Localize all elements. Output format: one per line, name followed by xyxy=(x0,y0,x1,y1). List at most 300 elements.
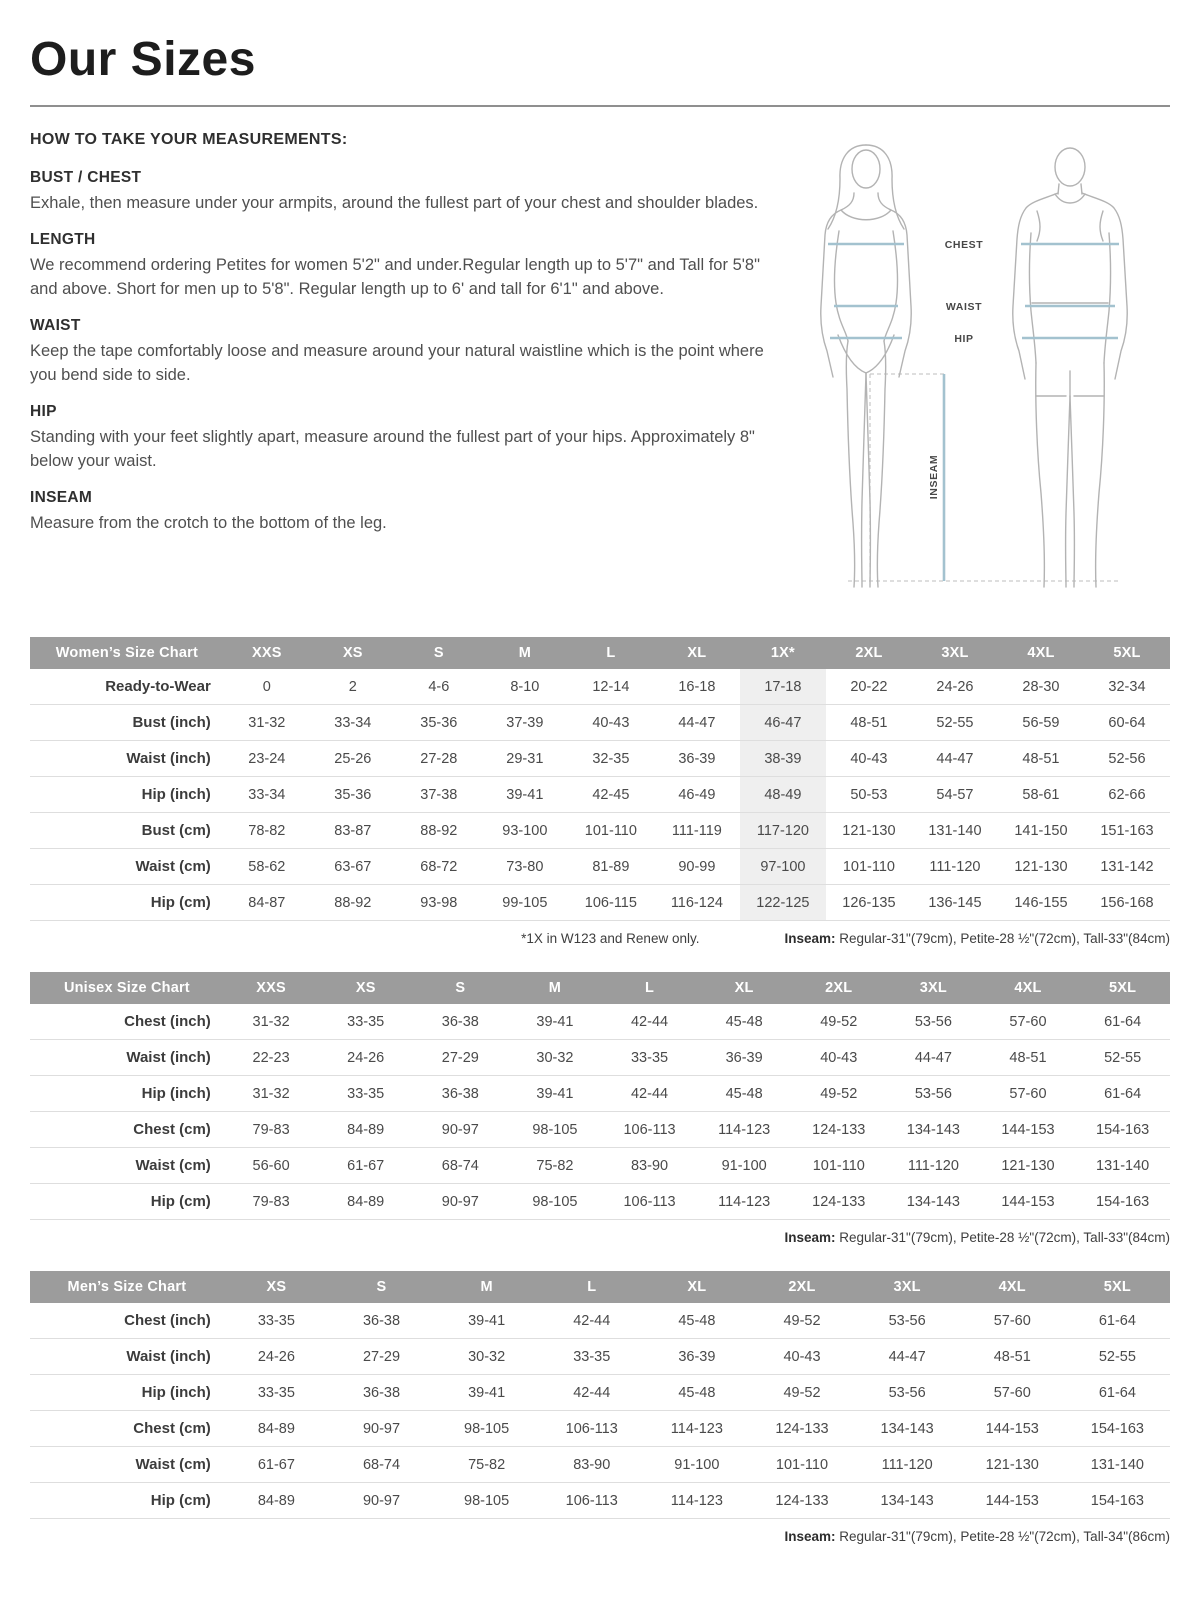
size-cell: 98-105 xyxy=(434,1483,539,1519)
section-title: HIP xyxy=(30,403,57,421)
size-cell: 39-41 xyxy=(434,1303,539,1339)
size-cell: 33-35 xyxy=(224,1375,329,1411)
size-cell: 48-51 xyxy=(960,1339,1065,1375)
row-label: Hip (cm) xyxy=(30,885,224,921)
size-cell: 8-10 xyxy=(482,669,568,705)
size-cell: 111-119 xyxy=(654,813,740,849)
size-cell: 36-38 xyxy=(413,1076,508,1112)
size-cell: 49-52 xyxy=(749,1303,854,1339)
column-header-4xl: 4XL xyxy=(998,637,1084,669)
table-row-waist-inch xyxy=(30,1339,1170,1375)
mens-chart-title: Men’s Size Chart xyxy=(30,1271,224,1303)
size-cell: 84-87 xyxy=(224,885,310,921)
column-header-xs: XS xyxy=(224,1271,329,1303)
size-cell: 58-62 xyxy=(224,849,310,885)
table-row-waist-cm xyxy=(30,1447,1170,1483)
table-row-waist-cm xyxy=(30,849,1170,885)
size-cell: 36-39 xyxy=(697,1040,792,1076)
size-cell: 33-34 xyxy=(224,777,310,813)
row-label: Bust (inch) xyxy=(30,705,224,741)
size-cell: 101-110 xyxy=(749,1447,854,1483)
section-title: INSEAM xyxy=(30,488,93,506)
size-cell: 75-82 xyxy=(434,1447,539,1483)
column-header-s: S xyxy=(329,1271,434,1303)
size-cell: 53-56 xyxy=(886,1004,981,1040)
column-header-2xl: 2XL xyxy=(791,972,886,1004)
size-cell: 33-35 xyxy=(602,1040,697,1076)
header-row xyxy=(30,972,1170,1004)
page-title: Our Sizes xyxy=(30,33,256,86)
table-row-bust-cm xyxy=(30,813,1170,849)
column-header-1x: 1X* xyxy=(740,637,826,669)
size-cell: 73-80 xyxy=(482,849,568,885)
size-cell: 54-57 xyxy=(912,777,998,813)
table-row-waist-cm xyxy=(30,1148,1170,1184)
size-cell: 44-47 xyxy=(912,741,998,777)
womens-size-table xyxy=(30,637,1170,921)
size-cell: 131-140 xyxy=(1065,1447,1170,1483)
table-row-waist-inch xyxy=(30,741,1170,777)
size-cell: 20-22 xyxy=(826,669,912,705)
size-cell: 114-123 xyxy=(644,1483,749,1519)
column-header-xxs: XXS xyxy=(224,972,319,1004)
column-header-m: M xyxy=(434,1271,539,1303)
column-header-5xl: 5XL xyxy=(1084,637,1170,669)
inseam-label: INSEAM xyxy=(928,454,940,500)
size-cell: 63-67 xyxy=(310,849,396,885)
size-cell: 27-29 xyxy=(413,1040,508,1076)
chest-label: CHEST xyxy=(944,239,984,251)
size-cell: 78-82 xyxy=(224,813,310,849)
size-cell: 84-89 xyxy=(224,1483,329,1519)
hip-label: HIP xyxy=(954,333,974,345)
size-cell: 33-35 xyxy=(318,1004,413,1040)
womens-size-chart xyxy=(30,637,1170,946)
column-header-3xl: 3XL xyxy=(855,1271,960,1303)
size-cell: 131-140 xyxy=(1075,1148,1170,1184)
size-cell: 44-47 xyxy=(654,705,740,741)
size-cell: 126-135 xyxy=(826,885,912,921)
size-cell: 52-55 xyxy=(912,705,998,741)
size-cell: 156-168 xyxy=(1084,885,1170,921)
inseam-guide-lines xyxy=(848,374,1118,581)
size-cell: 121-130 xyxy=(998,849,1084,885)
section-title: BUST / CHEST xyxy=(30,169,142,186)
row-label: Bust (cm) xyxy=(30,813,224,849)
column-header-xs: XS xyxy=(318,972,413,1004)
size-cell: 98-105 xyxy=(508,1184,603,1220)
column-header-xl: XL xyxy=(644,1271,749,1303)
size-cell: 134-143 xyxy=(886,1112,981,1148)
size-cell: 35-36 xyxy=(396,705,482,741)
row-label: Ready-to-Wear xyxy=(30,669,224,705)
size-cell: 33-35 xyxy=(318,1076,413,1112)
size-cell: 93-98 xyxy=(396,885,482,921)
size-cell: 124-133 xyxy=(791,1184,886,1220)
column-header-2xl: 2XL xyxy=(826,637,912,669)
size-cell: 68-74 xyxy=(413,1148,508,1184)
size-cell: 124-133 xyxy=(791,1112,886,1148)
size-cell: 53-56 xyxy=(855,1375,960,1411)
size-cell: 48-51 xyxy=(826,705,912,741)
size-cell: 151-163 xyxy=(1084,813,1170,849)
size-cell: 32-34 xyxy=(1084,669,1170,705)
size-cell: 52-55 xyxy=(1065,1339,1170,1375)
mens-size-table xyxy=(30,1271,1170,1519)
footnote-1x: *1X in W123 and Renew only. xyxy=(521,931,700,946)
section-hip xyxy=(30,403,764,473)
size-cell: 117-120 xyxy=(740,813,826,849)
section-title: WAIST xyxy=(30,317,81,335)
size-cell: 101-110 xyxy=(568,813,654,849)
measurement-diagram xyxy=(778,131,1170,611)
table-row-chest-inch xyxy=(30,1004,1170,1040)
size-cell: 121-130 xyxy=(981,1148,1076,1184)
size-cell: 42-45 xyxy=(568,777,654,813)
size-cell: 61-64 xyxy=(1075,1076,1170,1112)
size-cell: 32-35 xyxy=(568,741,654,777)
size-cell: 56-60 xyxy=(224,1148,319,1184)
size-cell: 42-44 xyxy=(539,1303,644,1339)
size-cell: 106-113 xyxy=(602,1184,697,1220)
size-cell: 0 xyxy=(224,669,310,705)
size-cell: 90-97 xyxy=(329,1411,434,1447)
size-cell: 91-100 xyxy=(644,1447,749,1483)
row-label: Chest (cm) xyxy=(30,1112,224,1148)
column-header-3xl: 3XL xyxy=(886,972,981,1004)
size-cell: 124-133 xyxy=(749,1483,854,1519)
size-cell: 40-43 xyxy=(791,1040,886,1076)
womens-footnotes xyxy=(30,931,1170,946)
measurement-guide-row xyxy=(30,131,1170,611)
size-cell: 40-43 xyxy=(749,1339,854,1375)
size-cell: 31-32 xyxy=(224,1076,319,1112)
size-cell: 75-82 xyxy=(508,1148,603,1184)
size-cell: 35-36 xyxy=(310,777,396,813)
section-body: We recommend ordering Petites for women 5'2" and under.Regular length up to 5'7" and Tall for 5'8" and above. Short for men up to 5'8". Regular length up to 6' and tall for 6'1" and above. xyxy=(30,256,760,298)
column-header-l: L xyxy=(568,637,654,669)
size-cell: 45-48 xyxy=(644,1375,749,1411)
unisex-size-chart xyxy=(30,972,1170,1245)
size-cell: 136-145 xyxy=(912,885,998,921)
inseam-footnote-label: Inseam: xyxy=(784,1230,836,1245)
size-cell: 83-90 xyxy=(602,1148,697,1184)
section-inseam xyxy=(30,489,764,535)
size-cell: 84-89 xyxy=(318,1184,413,1220)
size-cell: 114-123 xyxy=(697,1184,792,1220)
size-cell: 16-18 xyxy=(654,669,740,705)
column-header-l: L xyxy=(539,1271,644,1303)
table-row-hip-cm xyxy=(30,885,1170,921)
row-label: Chest (inch) xyxy=(30,1004,224,1040)
size-cell: 31-32 xyxy=(224,1004,319,1040)
size-cell: 101-110 xyxy=(791,1148,886,1184)
table-row-chest-inch xyxy=(30,1303,1170,1339)
column-header-3xl: 3XL xyxy=(912,637,998,669)
size-cell: 57-60 xyxy=(960,1303,1065,1339)
measurement-instructions xyxy=(30,131,764,551)
column-header-4xl: 4XL xyxy=(960,1271,1065,1303)
size-cell: 81-89 xyxy=(568,849,654,885)
unisex-size-table xyxy=(30,972,1170,1220)
size-cell: 106-113 xyxy=(539,1483,644,1519)
female-figure-outline xyxy=(821,145,912,587)
size-cell: 52-55 xyxy=(1075,1040,1170,1076)
size-cell: 31-32 xyxy=(224,705,310,741)
size-cell: 37-39 xyxy=(482,705,568,741)
section-body: Exhale, then measure under your armpits, around the fullest part of your chest and shoulder blades. xyxy=(30,194,759,212)
size-cell: 144-153 xyxy=(960,1411,1065,1447)
size-cell: 36-38 xyxy=(329,1375,434,1411)
size-cell: 83-87 xyxy=(310,813,396,849)
size-cell: 84-89 xyxy=(224,1411,329,1447)
size-cell: 39-41 xyxy=(508,1004,603,1040)
size-cell: 33-34 xyxy=(310,705,396,741)
size-cell: 146-155 xyxy=(998,885,1084,921)
size-cell: 45-48 xyxy=(644,1303,749,1339)
section-bust-chest xyxy=(30,169,764,215)
size-cell: 131-142 xyxy=(1084,849,1170,885)
size-cell: 58-61 xyxy=(998,777,1084,813)
size-cell: 134-143 xyxy=(855,1483,960,1519)
table-row-hip-inch xyxy=(30,1076,1170,1112)
size-cell: 154-163 xyxy=(1065,1483,1170,1519)
size-cell: 46-47 xyxy=(740,705,826,741)
row-label: Hip (cm) xyxy=(30,1184,224,1220)
size-cell: 99-105 xyxy=(482,885,568,921)
row-label: Hip (inch) xyxy=(30,1375,224,1411)
title-divider xyxy=(30,105,1170,107)
size-cell: 106-115 xyxy=(568,885,654,921)
column-header-l: L xyxy=(602,972,697,1004)
column-header-5xl: 5XL xyxy=(1065,1271,1170,1303)
size-cell: 24-26 xyxy=(912,669,998,705)
size-cell: 37-38 xyxy=(396,777,482,813)
row-label: Waist (inch) xyxy=(30,741,224,777)
column-header-2xl: 2XL xyxy=(749,1271,854,1303)
size-cell: 134-143 xyxy=(855,1411,960,1447)
section-body: Keep the tape comfortably loose and measure around your natural waistline which is the point where you bend side to side. xyxy=(30,342,764,384)
inseam-footnote-label: Inseam: xyxy=(784,1529,836,1544)
size-cell: 68-72 xyxy=(396,849,482,885)
size-cell: 12-14 xyxy=(568,669,654,705)
size-cell: 38-39 xyxy=(740,741,826,777)
column-header-m: M xyxy=(482,637,568,669)
size-cell: 42-44 xyxy=(539,1375,644,1411)
waist-label: WAIST xyxy=(945,301,983,313)
size-cell: 39-41 xyxy=(434,1375,539,1411)
column-header-s: S xyxy=(413,972,508,1004)
size-cell: 90-97 xyxy=(413,1184,508,1220)
row-label: Waist (inch) xyxy=(30,1339,224,1375)
size-cell: 61-64 xyxy=(1065,1303,1170,1339)
size-cell: 39-41 xyxy=(508,1076,603,1112)
size-cell: 57-60 xyxy=(981,1004,1076,1040)
size-cell: 93-100 xyxy=(482,813,568,849)
size-cell: 28-30 xyxy=(998,669,1084,705)
inseam-footnote: Inseam: Regular-31"(79cm), Petite-28 ½"(72cm), Tall-34"(86cm) xyxy=(784,1529,1170,1544)
size-cell: 114-123 xyxy=(644,1411,749,1447)
column-header-xl: XL xyxy=(697,972,792,1004)
size-cell: 154-163 xyxy=(1075,1184,1170,1220)
size-cell: 57-60 xyxy=(981,1076,1076,1112)
mens-footnotes xyxy=(30,1529,1170,1544)
size-cell: 61-67 xyxy=(318,1148,413,1184)
size-cell: 111-120 xyxy=(886,1148,981,1184)
section-waist xyxy=(30,317,764,387)
size-cell: 154-163 xyxy=(1065,1411,1170,1447)
row-label: Waist (inch) xyxy=(30,1040,224,1076)
inseam-footnote-label: Inseam: xyxy=(784,931,836,946)
row-label: Hip (inch) xyxy=(30,1076,224,1112)
size-cell: 90-97 xyxy=(329,1483,434,1519)
size-cell: 56-59 xyxy=(998,705,1084,741)
size-cell: 52-56 xyxy=(1084,741,1170,777)
size-cell: 144-153 xyxy=(960,1483,1065,1519)
size-cell: 36-38 xyxy=(413,1004,508,1040)
size-cell: 4-6 xyxy=(396,669,482,705)
header-row xyxy=(30,637,1170,669)
size-cell: 106-113 xyxy=(602,1112,697,1148)
size-cell: 36-39 xyxy=(644,1339,749,1375)
size-cell: 33-35 xyxy=(539,1339,644,1375)
size-cell: 68-74 xyxy=(329,1447,434,1483)
size-cell: 131-140 xyxy=(912,813,998,849)
size-cell: 124-133 xyxy=(749,1411,854,1447)
size-cell: 48-51 xyxy=(981,1040,1076,1076)
size-cell: 42-44 xyxy=(602,1076,697,1112)
size-cell: 48-51 xyxy=(998,741,1084,777)
column-header-xxs: XXS xyxy=(224,637,310,669)
size-cell: 91-100 xyxy=(697,1148,792,1184)
size-cell: 88-92 xyxy=(310,885,396,921)
size-cell: 101-110 xyxy=(826,849,912,885)
column-header-5xl: 5XL xyxy=(1075,972,1170,1004)
column-header-xs: XS xyxy=(310,637,396,669)
size-cell: 36-38 xyxy=(329,1303,434,1339)
size-cell: 49-52 xyxy=(791,1076,886,1112)
row-label: Chest (cm) xyxy=(30,1411,224,1447)
size-cell: 57-60 xyxy=(960,1375,1065,1411)
column-header-4xl: 4XL xyxy=(981,972,1076,1004)
size-cell: 29-31 xyxy=(482,741,568,777)
size-cell: 50-53 xyxy=(826,777,912,813)
size-cell: 79-83 xyxy=(224,1184,319,1220)
table-row-waist-inch xyxy=(30,1040,1170,1076)
size-cell: 90-99 xyxy=(654,849,740,885)
row-label: Waist (cm) xyxy=(30,1148,224,1184)
size-cell: 114-123 xyxy=(697,1112,792,1148)
size-cell: 45-48 xyxy=(697,1076,792,1112)
table-row-hip-inch xyxy=(30,777,1170,813)
table-row-chest-cm xyxy=(30,1411,1170,1447)
size-cell: 49-52 xyxy=(749,1375,854,1411)
size-cell: 22-23 xyxy=(224,1040,319,1076)
body-figures-illustration xyxy=(778,131,1170,611)
size-cell: 121-130 xyxy=(960,1447,1065,1483)
size-charts xyxy=(30,637,1170,1544)
size-cell: 98-105 xyxy=(434,1411,539,1447)
size-cell: 88-92 xyxy=(396,813,482,849)
size-cell: 122-125 xyxy=(740,885,826,921)
male-figure-outline xyxy=(1013,148,1128,587)
size-cell: 25-26 xyxy=(310,741,396,777)
section-body: Standing with your feet slightly apart, measure around the fullest part of your hips. Approximately 8" below your waist. xyxy=(30,428,755,470)
size-cell: 111-120 xyxy=(855,1447,960,1483)
size-cell: 61-64 xyxy=(1065,1375,1170,1411)
size-cell: 48-49 xyxy=(740,777,826,813)
size-cell: 42-44 xyxy=(602,1004,697,1040)
column-header-s: S xyxy=(396,637,482,669)
size-cell: 45-48 xyxy=(697,1004,792,1040)
size-cell: 61-67 xyxy=(224,1447,329,1483)
size-cell: 27-28 xyxy=(396,741,482,777)
size-cell: 62-66 xyxy=(1084,777,1170,813)
size-cell: 44-47 xyxy=(886,1040,981,1076)
table-row-bust-inch xyxy=(30,705,1170,741)
size-cell: 79-83 xyxy=(224,1112,319,1148)
size-cell: 144-153 xyxy=(981,1184,1076,1220)
size-cell: 116-124 xyxy=(654,885,740,921)
size-cell: 83-90 xyxy=(539,1447,644,1483)
table-row-hip-cm xyxy=(30,1184,1170,1220)
mens-size-chart xyxy=(30,1271,1170,1544)
column-header-xl: XL xyxy=(654,637,740,669)
size-cell: 121-130 xyxy=(826,813,912,849)
size-cell: 39-41 xyxy=(482,777,568,813)
unisex-chart-title: Unisex Size Chart xyxy=(30,972,224,1004)
section-title: LENGTH xyxy=(30,231,96,249)
size-cell: 46-49 xyxy=(654,777,740,813)
section-length xyxy=(30,231,764,301)
row-label: Chest (inch) xyxy=(30,1303,224,1339)
size-cell: 44-47 xyxy=(855,1339,960,1375)
size-cell: 141-150 xyxy=(998,813,1084,849)
size-cell: 24-26 xyxy=(318,1040,413,1076)
row-label: Hip (inch) xyxy=(30,777,224,813)
inseam-footnote: Inseam: Regular-31"(79cm), Petite-28 ½"(72cm), Tall-33"(84cm) xyxy=(784,931,1170,946)
size-cell: 98-105 xyxy=(508,1112,603,1148)
size-cell: 24-26 xyxy=(224,1339,329,1375)
unisex-footnotes xyxy=(30,1230,1170,1245)
inseam-footnote: Inseam: Regular-31"(79cm), Petite-28 ½"(72cm), Tall-33"(84cm) xyxy=(784,1230,1170,1245)
size-cell: 84-89 xyxy=(318,1112,413,1148)
size-cell: 17-18 xyxy=(740,669,826,705)
size-cell: 97-100 xyxy=(740,849,826,885)
size-cell: 134-143 xyxy=(886,1184,981,1220)
table-row-chest-cm xyxy=(30,1112,1170,1148)
size-cell: 90-97 xyxy=(413,1112,508,1148)
size-cell: 30-32 xyxy=(434,1339,539,1375)
table-row-hip-cm xyxy=(30,1483,1170,1519)
size-cell: 23-24 xyxy=(224,741,310,777)
size-cell: 53-56 xyxy=(855,1303,960,1339)
size-cell: 2 xyxy=(310,669,396,705)
size-cell: 61-64 xyxy=(1075,1004,1170,1040)
row-label: Hip (cm) xyxy=(30,1483,224,1519)
size-cell: 30-32 xyxy=(508,1040,603,1076)
size-cell: 33-35 xyxy=(224,1303,329,1339)
column-header-m: M xyxy=(508,972,603,1004)
section-body: Measure from the crotch to the bottom of the leg. xyxy=(30,513,387,532)
size-cell: 60-64 xyxy=(1084,705,1170,741)
row-label: Waist (cm) xyxy=(30,849,224,885)
table-row-ready-to-wear xyxy=(30,669,1170,705)
size-cell: 27-29 xyxy=(329,1339,434,1375)
measurement-lines xyxy=(828,244,1119,581)
size-cell: 144-153 xyxy=(981,1112,1076,1148)
size-cell: 111-120 xyxy=(912,849,998,885)
